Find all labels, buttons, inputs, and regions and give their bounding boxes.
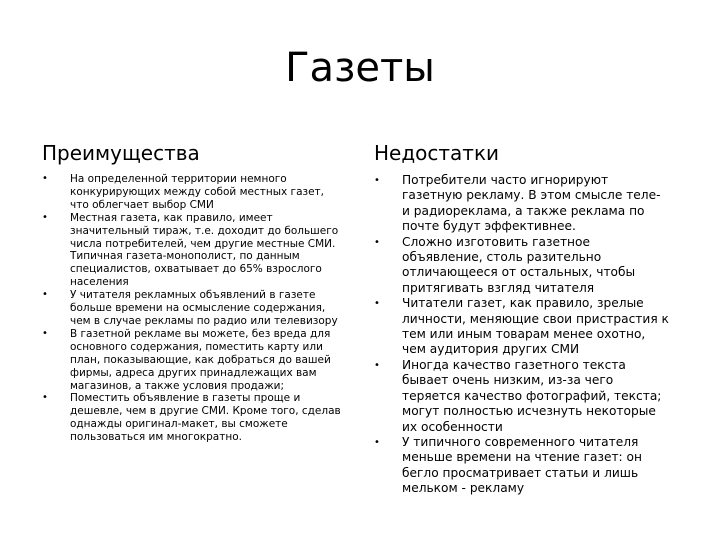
advantage-text: На определенной территории немного конкурирующих между собой местных газет, что облегчает выбор СМИ	[70, 173, 324, 211]
disadvantage-text: Потребители часто игнорируют газетную рекламу. В этом смысле теле- и радиореклама, а также реклама по почте будут эффективнее.	[402, 173, 661, 234]
bullet-icon: •	[374, 359, 380, 371]
advantage-text: Местная газета, как правило, имеет значительный тираж, т.е. доходит до большего числа потребителей, чем другие местные СМИ. Типичная газета-монополист, по данным специалистов, охватывает до 65% взрослого населения	[70, 211, 339, 289]
slide-title: Газеты	[285, 45, 435, 91]
advantage-item	[42, 328, 342, 393]
disadvantage-text: Сложно изготовить газетное объявление, столь разительно отличающееся от остальных, чтобы притягивать взгляд читателя	[402, 234, 636, 295]
bullet-icon: •	[42, 173, 48, 184]
advantage-item	[42, 173, 342, 212]
bullet-icon: •	[42, 289, 48, 301]
advantage-item	[42, 212, 342, 289]
advantage-text: Поместить объявление в газеты проще и дешевле, чем в другие СМИ. Кроме того, сделав однажды оригинал-макет, вы сможете пользоваться им многократно.	[70, 392, 341, 444]
disadvantage-item	[374, 235, 670, 297]
bullet-icon: •	[374, 298, 380, 310]
disadvantage-text: Иногда качество газетного текста бывает очень низким, из-за чего теряется качество фотографий, текста; могут полностью исчезнуть некоторые их особенности	[402, 357, 662, 434]
advantages-heading: Преимущества	[42, 141, 200, 165]
bullet-icon: •	[42, 392, 48, 404]
bullet-icon: •	[374, 236, 380, 248]
disadvantage-item	[374, 296, 670, 358]
disadvantage-item	[374, 173, 670, 235]
advantage-item	[42, 392, 342, 444]
bullet-icon: •	[374, 175, 380, 186]
disadvantage-text: У типичного современного читателя меньше времени на чтение газет: он бегло просматривает статьи и лишь мельком - рекламу	[402, 434, 642, 496]
disadvantage-item	[374, 435, 670, 497]
advantages-list	[42, 173, 342, 444]
advantage-text: В газетной рекламе вы можете, без вреда для основного содержания, поместить карту или план, показывающие, как добраться до вашей фирмы, адреса других принадлежащих вам магазинов, а также условия продажи;	[70, 327, 331, 392]
advantage-text: У читателя рекламных объявлений в газете больше времени на осмысление содержания, чем в случае рекламы по радио или телевизору	[70, 289, 338, 327]
bullet-icon: •	[42, 327, 48, 339]
disadvantages-heading: Недостатки	[374, 141, 500, 165]
disadvantage-item	[374, 358, 670, 435]
bullet-icon: •	[42, 211, 48, 223]
bullet-icon: •	[374, 436, 380, 448]
disadvantage-text: Читатели газет, как правило, зрелые личности, меняющие свои пристрастия к тем или иным товарам менее охотно, чем аудитория других СМИ	[402, 296, 669, 357]
advantage-item	[42, 289, 342, 328]
disadvantages-list	[374, 173, 670, 497]
